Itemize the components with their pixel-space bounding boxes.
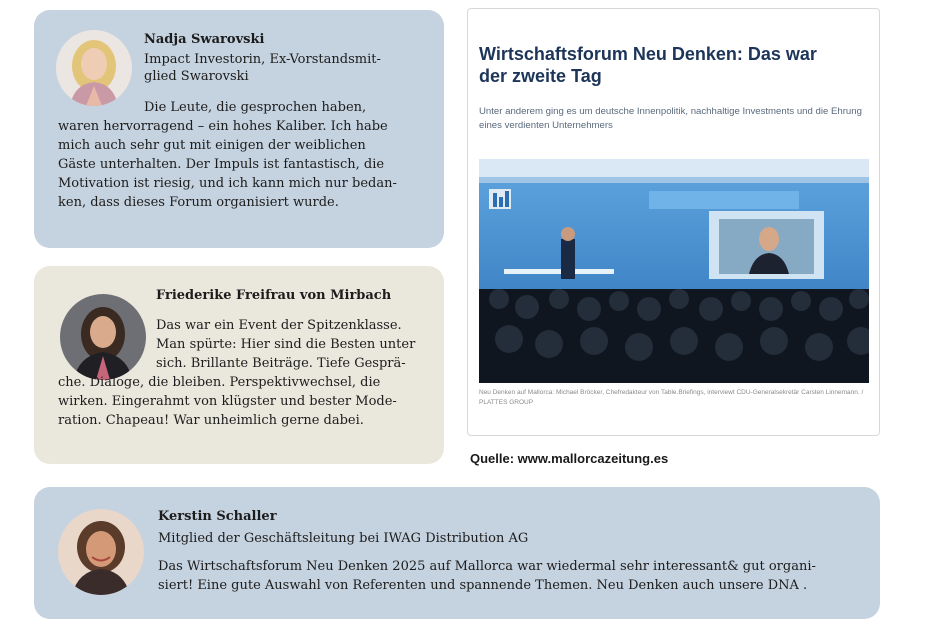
quote-line: Man spürte: Hier sind die Besten unter <box>156 337 416 352</box>
quote-line: sich. Brillante Beiträge. Tiefe Gesprä- <box>156 356 406 371</box>
photo-caption: Neu Denken auf Mallorca: Michael Bröcker, Chefredakteur von Table.Briefings, interviewt CDU-Generalsekretär Carsten Linnemann. / PLATTES GROUP <box>479 389 864 406</box>
conference-stage-photo <box>479 159 869 383</box>
quote-line: wirken. Eingerahmt von klügster und bester Mode- <box>58 394 397 409</box>
quote-line: che. Dialoge, die bleiben. Perspektivwechsel, die <box>58 375 381 390</box>
quote-line: Die Leute, die gesprochen haben, <box>144 100 367 115</box>
article-teaser: Unter anderem ging es um deutsche Innenpolitik, nachhaltige Investments und die Ehrung eines verdienten Unternehmers <box>479 106 862 131</box>
quote-line: ration. Chapeau! War unheimlich gerne dabei. <box>58 413 364 428</box>
avatar <box>58 509 144 595</box>
portrait-photo <box>58 509 144 595</box>
avatar <box>56 30 132 106</box>
person-name: Nadja Swarovski <box>144 32 265 47</box>
source-link[interactable]: Quelle: www.mallorcazeitung.es <box>470 451 669 466</box>
quote-line: ken, dass dieses Forum organisiert wurde. <box>58 195 339 210</box>
testimonial-quote <box>58 98 424 212</box>
portrait-photo <box>56 30 132 106</box>
testimonial-card-nadja-swarovski <box>34 10 444 248</box>
quote-line: Gäste unterhalten. Der Impuls ist fantastisch, die <box>58 157 385 172</box>
person-role <box>144 51 434 85</box>
quote-line: Das war ein Event der Spitzenklasse. <box>156 318 402 333</box>
person-role: Mitglied der Geschäftsleitung bei IWAG Distribution AG <box>158 531 529 546</box>
article-preview[interactable] <box>467 8 880 436</box>
quote-line: mich auch sehr gut mit einigen der weiblichen <box>58 138 366 153</box>
role-line: Impact Investorin, Ex-Vorstandsmit- <box>144 52 381 67</box>
article-photo <box>479 159 869 383</box>
testimonial-card-kerstin-schaller <box>34 487 880 619</box>
person-name: Friederike Freifrau von Mirbach <box>156 288 392 303</box>
quote-line: Motivation ist riesig, und ich kann mich nur bedan- <box>58 176 397 191</box>
testimonial-quote <box>158 557 858 595</box>
quote-line: siert! Eine gute Auswahl von Referenten und spannende Themen. Neu Denken auch unsere DNA . <box>158 578 808 593</box>
article-headline[interactable]: Wirtschaftsforum Neu Denken: Das war der zweite Tag <box>479 44 817 86</box>
testimonial-card-friederike-von-mirbach <box>34 266 444 464</box>
testimonial-quote <box>58 316 430 430</box>
role-line: glied Swarovski <box>144 69 249 84</box>
quote-line: Das Wirtschaftsforum Neu Denken 2025 auf Mallorca war wiedermal sehr interessant& gut organi- <box>158 559 816 574</box>
quote-line: waren hervorragend – ein hohes Kaliber. Ich habe <box>58 119 388 134</box>
person-name: Kerstin Schaller <box>158 509 277 524</box>
